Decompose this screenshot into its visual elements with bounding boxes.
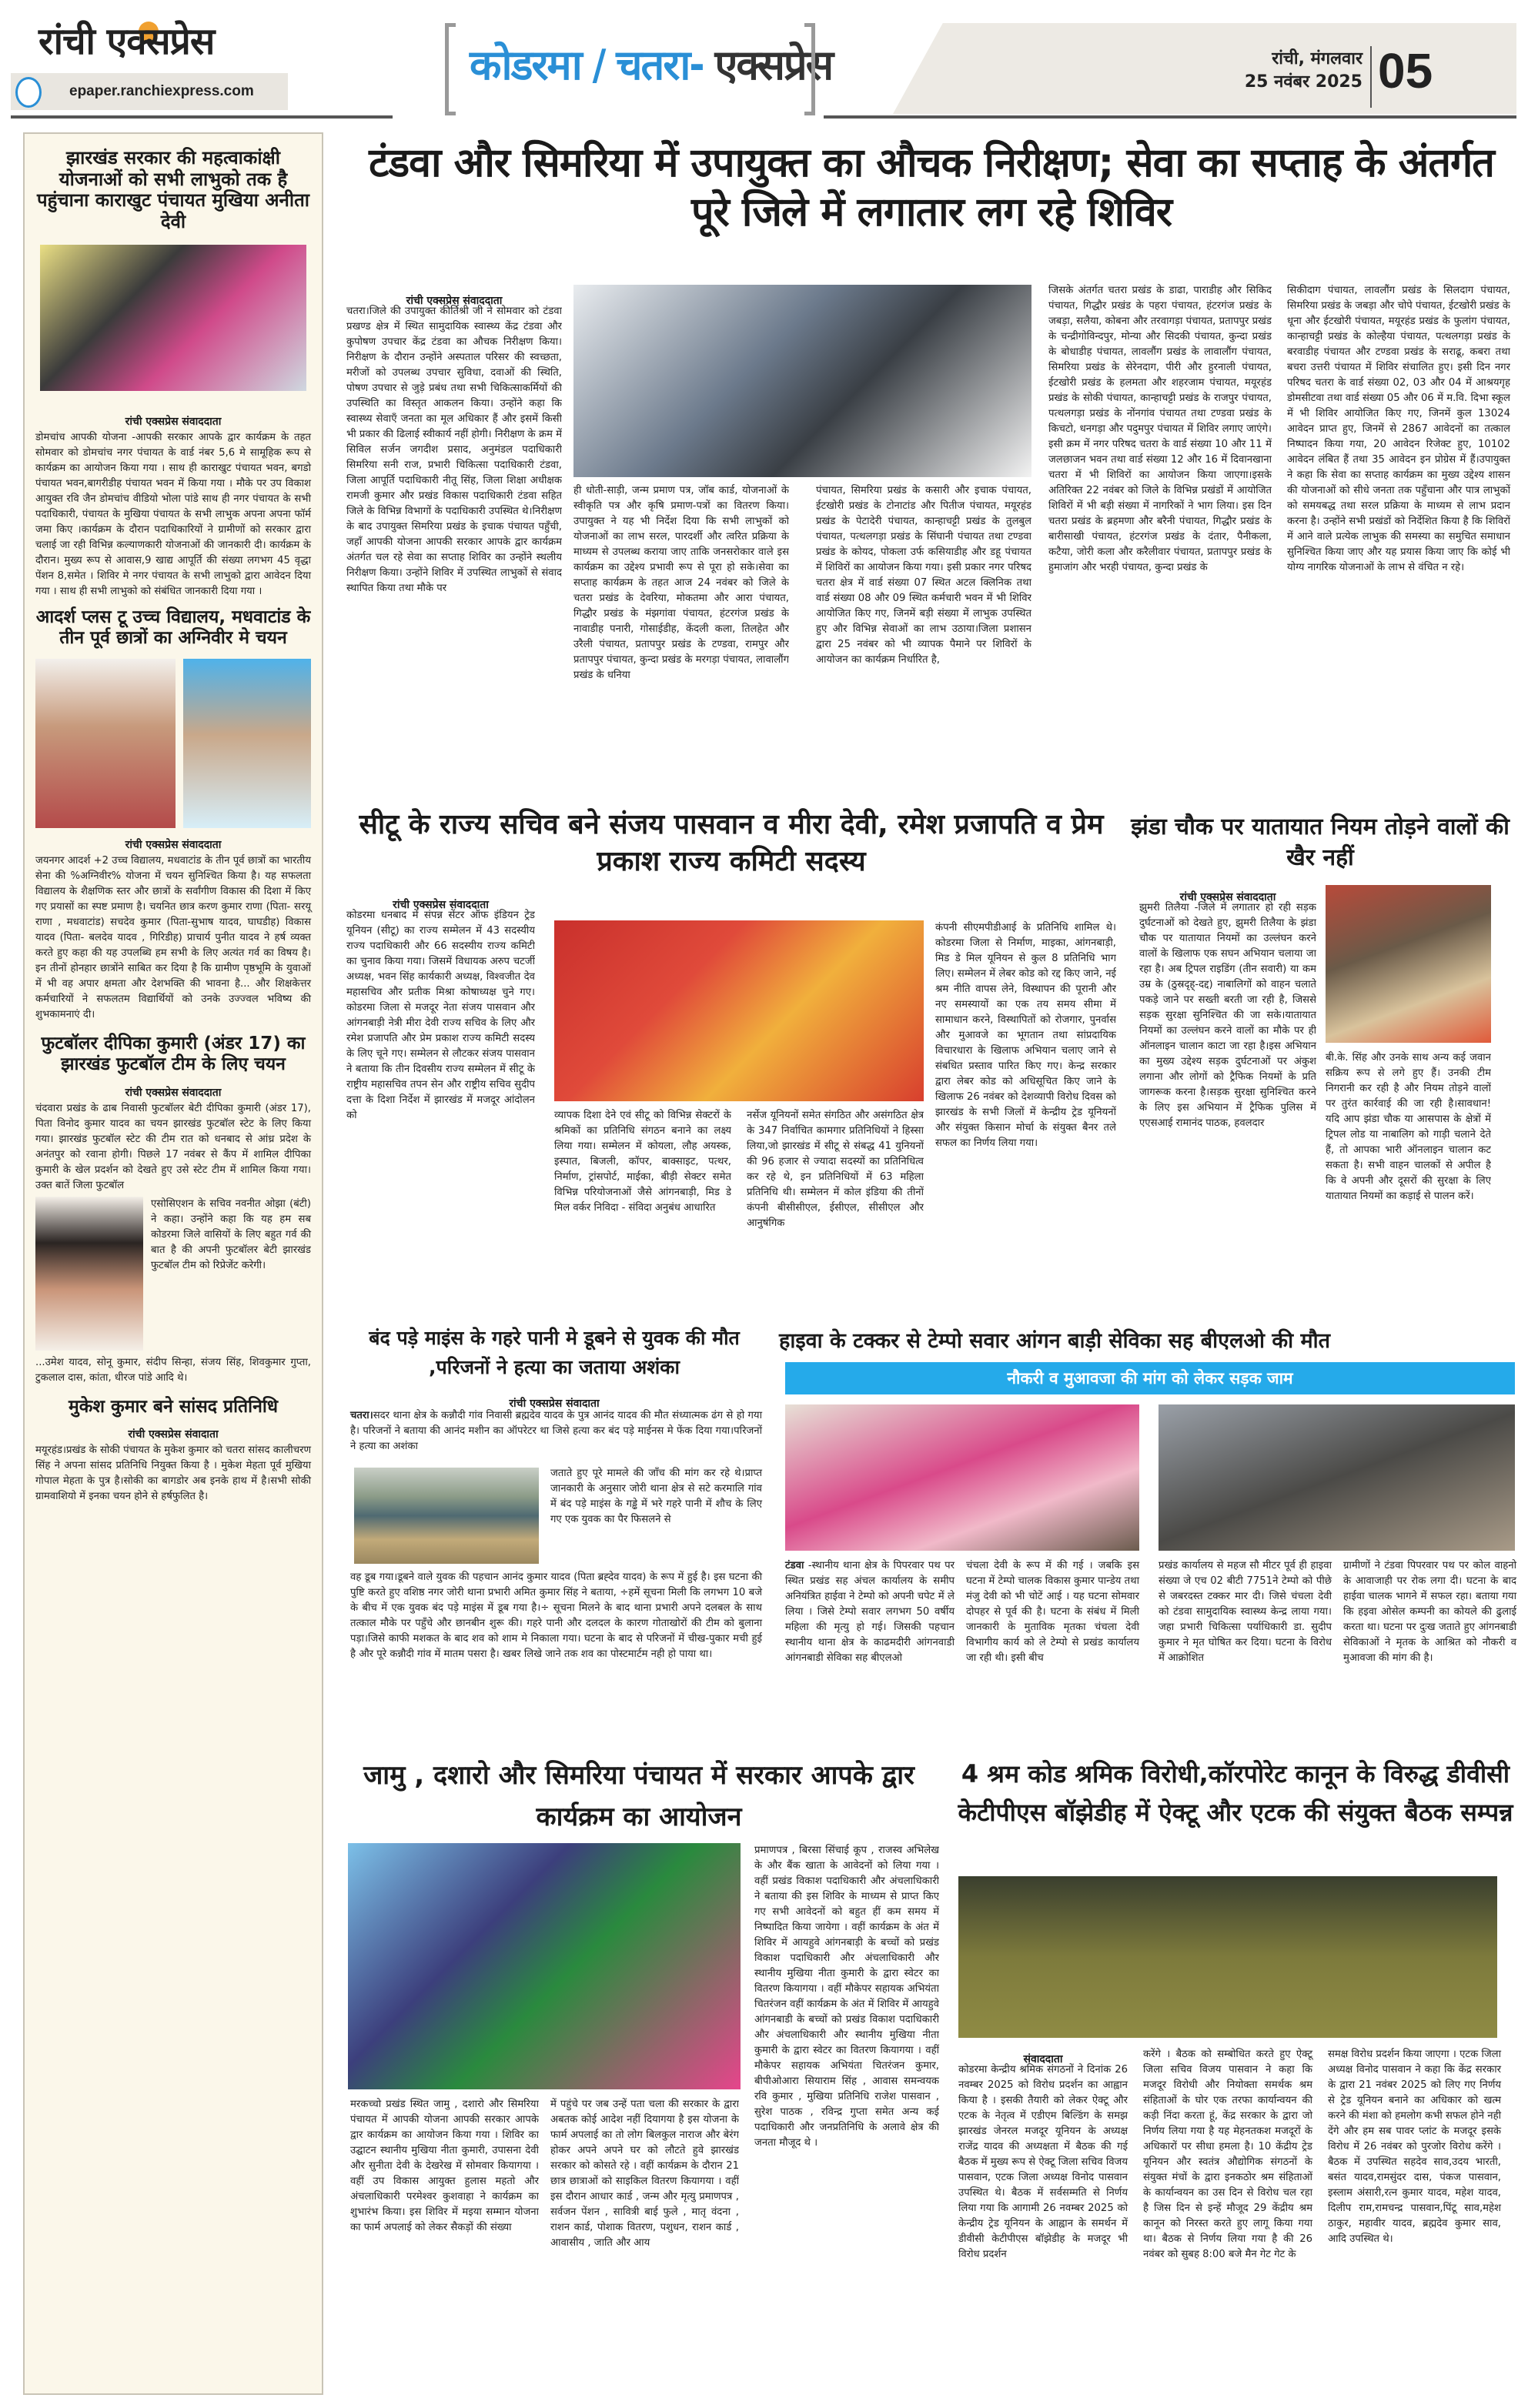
union-col-2: करेंगे । बैठक को सम्बोधित करते हुए ऐक्टू जिला सचिव विजय पासवान ने कहा कि मजदूर विरोधी और नियोक्ता समर्थक श्रम संहिताओं के घोर एक तरफा कार्यान्वयन की कड़ी निंदा करता हूं, केंद्र सरकार के द्वारा जो निर्णय लिया गया है यह मेहनतकश मजदूरों के अधिकारों पर सीधा हमला है। 10 केंद्रीय ट्रेड यूनियन और स्वतंत्र औद्योगिक संगठनों के संयुक्त मंचों के द्वारा इनकठोर श्रम संहिताओं के कार्यान्वयन का उस दिन से विरोध चल रहा है जिस दिन से इन्हें मौजूद 29 केंद्रीय श्रम कानून को निरस्त करते हुए लागू किया गया था। बैठक से निर्णय लिया गया है की 26 नवंबर को सुबह 8:00 बजे मैन गेट गेट के: [1143, 2049, 1312, 2260]
article-body: मयूरहंड।प्रखंड के सोकी पंचायत के मुकेश कुमार को चतरा सांसद कालीचरण सिंह ने अपना सांसद प्रतिनिधि नियुक्त किया है । मुकेश मेहता पूर्व मुखिया गोपाल मेहता के पुत्र है।सोकी का बागडोर अब इनके हाथ में है।सभी सोकी ग्रामवाशियो में इनका चयन होने से हर्षफुलित है।: [35, 1444, 311, 1502]
citu-col-2: व्यापक दिशा देने एवं सीटू को विभिन्न सेक्टरों के श्रमिकों का प्रतिनिधि संगठन बनाने का लक्ष्य लिया गया। सम्मेलन में कोयला, लौह अयस्क, इस्पात, बिजली, कॉपर, बाक्साइट, पत्थर, निर्माण, ट्रांसपोर्ट, माईका, बीड़ी सेक्टर समेत विभिन्न परियोजनाओं जैसे आंगनबाड़ी, मिड डे मिल वर्कर निविदा - संविदा अनुबंध आधारित: [554, 1110, 731, 1214]
citu-headline[interactable]: सीटू के राज्य सचिव बने संजय पासवान व मीरा देवी, रमेश प्रजापति व प्रेम प्रकाश राज्य कमिटी सदस्य: [359, 809, 1104, 877]
accident-col-4: ग्रामीणों ने टंडवा पिपरवार पथ पर कोल वाहनो के आवाजाही पर रोक लगा दी। घटना के बाद हाईवा चालक भागने में सफल रहा। बताया गया कि हइवा ओसेल कम्पनी का कोयले की ढुलाई करता था। घटना पर दुःख जताते हुए आंगनबाडी सेविकाओं ने मृतक के आश्रित को नौकरी व मुआवजा की मांग की है।: [1343, 1560, 1516, 1664]
photo-row: [35, 659, 311, 828]
bracket-left: [445, 23, 456, 115]
photo-citu-conference: [554, 920, 924, 1101]
issue-date: 25 नवंबर 2025: [1244, 72, 1362, 92]
photo-student-2: [183, 659, 311, 828]
photo-inspection: [573, 285, 1031, 477]
camp-col-1: मरकच्चो प्रखंड स्थित जामु , दशारो और सिमरिया पंचायत में आपकी योजना आपकी सरकार आपके द्वार कार्यक्रम का आयोजन किया गया । शिविर का उद्घाटन स्थानीय मुखिया नीता कुमारी, उपासना देवी और सुनीता देवी के देखरेख में सोमवार कियागया । वहीं उप विकास आयुक्त हुलास महतो और अंचलाधिकारी परमेश्वर कुशवाहा ने कार्यक्रम का शुभारंभ किया। इस शिविर में मइया सम्मान योजना का फार्म अपलाई को लेकर सैकड़ों की संख्या: [350, 2099, 539, 2233]
headline[interactable]: फुटबॉलर दीपिका कुमारी (अंडर 17) का झारखंड फुटबॉल टीम के लिए चयन: [41, 1034, 306, 1074]
byline: रांची एक्सप्रेस संवादाता: [128, 1428, 219, 1441]
article-body-tail: ...उमेश यादव, सोनू कुमार, संदीप सिन्हा, संजय सिंह, शिवकुमार गुप्ता, टुकलाल दास, कांता, धीरज पांडे आदि थे।: [35, 1357, 311, 1384]
byline: रांची एक्सप्रेस संवाददाता: [125, 839, 222, 852]
photo-wrap: [35, 1197, 311, 1351]
drowning-dateline: चतरा।: [350, 1410, 373, 1421]
photo-union-meeting: [958, 1876, 1497, 2038]
photo-mine-lake: [354, 1468, 539, 1564]
sidebar-story-1: [25, 134, 322, 599]
sidebar-story-4: [25, 1386, 322, 1504]
headline[interactable]: मुकेश कुमार बने सांसद प्रतिनिधि: [68, 1397, 278, 1418]
camp-headline[interactable]: जामु , दशारो और सिमरिया पंचायत में सरकार आपके द्वार कार्यक्रम का आयोजन: [363, 1760, 914, 1832]
traffic-col-1: झुमरी तिलैया -जिले में लगातार हो रही सड़क दुर्घटनाओं को देखते हुए, झुमरी तिलैया के झंडा चौक पर यातायात नियमों का उल्लंघन करने वालों के खिलाफ एक सघन अभियान चलाया जा रहा है। अब ट्रिपल राइडिंग (तीन सवारी) या कम उम्र के (ठुस्रदृह्-दद्द) नाबालिगों को वाहन चलाते पकड़े जाने पर सख्ती बरती जा रही है, जिससे सड़क सुरक्षा सुनिश्चित की जा सके।यातायात नियमों का उल्लंघन करने वालों का मौके पर ही ऑनलाइन चालान काटा जा रहा है।इस अभियान का मुख्य उद्देश्य सड़क दुर्घटनाओं पर अंकुश लगाना और लोगों को ट्रैफिक नियमों के प्रति जागरूक करना है।सड़क सुरक्षा सुनिश्चित करने के लिए इस अभियान में ट्रैफिक पुलिस में एएसआई रामानंद पाठक, हवलदार: [1139, 902, 1316, 1129]
lead-byline: रांची एक्सप्रेस संवाददाता: [406, 295, 503, 307]
lead-col-1: चतरा।जिले की उपायुक्त कीर्तिश्री जी ने सोमवार को टंडवा प्रखण्ड क्षेत्र में स्थित सामुदायिक स्वास्थ्य केंद्र टंडवा और कुपोषण उपचार केंद्र टंडवा का औचक निरीक्षण किया। निरीक्षण के दौरान उन्होंने अस्पताल परिसर की स्वच्छता, मरीजों को उपलब्ध उपचार सुविधा, दवाओं की स्थिति, पोषण उपचार से जुड़े प्रबंध तथा सभी चिकित्साकर्मियों की उपस्थिति का विस्तृत आकलन किया। उन्होंने कहा कि स्वास्थ्य सेवाएँ जनता का मूल अधिकार हैं और इसमें किसी भी प्रकार की ढिलाई स्वीकार्य नहीं होगी। निरीक्षण के क्रम में सिविल सर्जन जगदीश प्रसाद, अनुमंडल पदाधिकारी सिमरिया सनी राज, प्रभारी चिकित्सा पदाधिकारी टंडवा, जिला आपूर्ति पदाधिकारी नीतू सिंह, जिला शिक्षा अधीक्षक रामजी कुमार और प्रखंड विकास पदाधिकारी टंडवा सहित जिले के विभिन्न विभागों के पदाधिकारी उपस्थित थे।निरीक्षण के बाद उपायुक्त सिमरिया प्रखंड के इचाक पंचायत पहुँची, जहाँ आपकी योजना आपकी सरकार आपके द्वार कार्यक्रम अंतर्गत चल रहे सेवा का सप्ताह शिविर का उन्होंने स्थलीय निरीक्षण किया। उन्होंने शिविर में उपस्थित लाभुकों से संवाद स्थापित किया तथा मौके पर: [346, 306, 562, 594]
section-title: [470, 35, 832, 92]
drowning-byline: रांची एक्सप्रेस संवादाता: [509, 1398, 600, 1410]
article-body: जयनगर आदर्श +2 उच्च विद्यालय, मधवाटांड के तीन पूर्व छात्रों का भारतीय सेना की %अग्निवीर% योजना में चयन सुनिश्चित किया है। यह सफलता विद्यालय के शैक्षणिक स्तर और छात्रों के सर्वांगीण विकास की दिशा में किए गए प्रयासों का स्पष्ट प्रमाण है। चयनित छात्र करण कुमार राणा (पिता- सरयू राणा , मधवाटांड) सचदेव कुमार (पिता-सुभाष यादव, घाघडीह) विकास यादव (पिता- बलदेव यादव , गिरिडीह) प्राचार्य पुनीत यादव ने हर्ष व्यक्त करते हुए कहा की यह उपलब्धि हम सभी के लिए अत्यंत गर्व का विषय है। इन तीनों होनहार छात्रोंने साबित कर दिया है कि ग्रामीण पृष्ठभूमि के युवाओं में भी वह अपार क्षमता और देशभक्ति की भावना है... और शिक्षकेत्तर कर्मचारियों ने सफलतम विद्यार्थियों को उनके उज्ज्वल भविष्य की शुभकामनाएं दी।: [35, 855, 311, 1021]
masthead-rule-right: [824, 115, 1516, 119]
photo-footballer: [35, 1197, 143, 1351]
headline[interactable]: झारखंड सरकार की महत्वाकांक्षी योजनाओं को सभी लाभुको तक है पहुंचाना काराखुट पंचायत मुखिया अनीता देवी: [37, 147, 309, 232]
photo-lamp-lighting: [40, 245, 306, 391]
article-body-wrap: एसोसिएशन के सचिव नवनीत ओझा (बंटी) ने कहा। उन्होंने कहा कि यह हम सब कोडरमा जिले वासियों के लिए बहुत गर्व की बात है की अपनी फुटबॉलर बेटी झारखंड फुटबॉल टीम को रिप्रेजेंट करेगी।: [151, 1198, 311, 1272]
article-body: चंदवारा प्रखंड के ढाब निवासी फुटबॉलर बेटी दीपिका कुमारी (अंडर 17), पिता विनोद कुमार यादव का चयन झारखंड फुटबॉल स्टेट के लिए किया गया। झारखंड फुटबॉल स्टेट की टीम रात को धनबाद से आंध्र प्रदेश के अनंतपुर को रवाना होगी। पिछले 17 नवंबर से कैंप में शामिल दीपिका कुमारी के खेल प्रदर्शन को देखते हुए उसे स्टेट टीम में शामिल किया गया। उक्त बातें जिला फुटबॉल: [35, 1103, 311, 1192]
date-separator: [1370, 46, 1372, 108]
lead-col-5: सिकीदाग पंचायत, लावलौंग प्रखंड के सिलदाग पंचायत, सिमरिया प्रखंड के जबड़ा और चोपे पंचायत, ईटखोरी प्रखंड के धूना और ईटखोरी पंचायत, मयूरहंड प्रखंड के फुलांग पंचायत, कान्हाचट्टी प्रखंड के कोल्हैया पंचायत, पत्थलगड़ा प्रखंड के बरवाडीह पंचायत और टण्डवा प्रखंड के सराढू, कबरा तथा बचरा उत्तरी पंचायत में शिविर संचालित हुए। इसी दिन नगर परिषद चतरा के वार्ड संख्या 02, 03 और 04 में आश्रयगृह डोमसीटवा तथा वार्ड संख्या 05 और 06 में म.वि. दिभा स्कूल में भी शिविर आयोजित किए गए, जिनमें कुल 13024 आवेदन प्राप्त हुए, जिनमें से 2867 आवेदनों का तत्काल निष्पादन किया गया, 20 आवेदन रिजेक्ट हुए, 10102 आवेदन लंबित हैं तथा 35 आवेदन इन प्रोग्रेस में हैं।उपायुक्त ने कहा कि सेवा का सप्ताह कार्यक्रम का मुख्य उद्देश्य शासन की योजनाओं को सीधे जनता तक पहुँचाना और पात्र लाभुकों को समयबद्ध तथा सरल प्रक्रिया के माध्यम से लाभ प्रदान करना है। उन्होंने सभी प्रखंडों को निर्देशित किया है कि शिविरों में आने वाले प्रत्येक लाभुक की समस्या का समुचित समाधान सुनिश्चित किया जाए और यह प्रयास किया जाए कि कोई भी योग्य नागरिक योजनाओं के लाभ से वंचित न रहे।: [1287, 285, 1510, 573]
masthead: [0, 0, 1528, 123]
accident-dateline: टंडवा: [785, 1560, 804, 1571]
union-byline: संवाददाता: [1023, 2053, 1063, 2066]
accident-col-2: चंचला देवी के रूप में की गई । जबकि इस घटना में टेम्पो चालक विकास कुमार पान्डेय तथा मंजु देवी को भी चोटें आई । यह घटना सोमवार दोपहर से पूर्व की है। घटना के संबंध में मिली जानकारी के मुताविक मृतका चंचला देवी विभागीय कार्य को ले टेम्पो से प्रखंड कार्यालय जा रही थी। इसी बीच: [966, 1560, 1139, 1664]
accident-subhead-banner: नौकरी व मुआवजा की मांग को लेकर सड़क जाम: [785, 1362, 1515, 1394]
hand-touch-icon: [15, 77, 42, 108]
citu-col-4: कंपनी सीएमपीडीआई के प्रतिनिधि शामिल थे। कोडरमा जिला से निर्माण, माइका, आंगनबाड़ी, मिड डे मिल यूनियन से कुल 8 प्रतिनिधि भाग लिए। सम्मेलन में लेबर कोड को रद्द किए जाने, नई श्रम नीति वापस लेने, विस्थापन की पूरानी और नए समस्यायों का एक तय समय सीमा में सामाधान करने, विस्थापितों को रोजगार, पुनर्वास और मुआवजे का भूगतान तथा सांप्रदायिक विचारधारा के खिलाफ अभियान चलाए जाने से संबधित प्रस्ताव पारित किए गए। केन्द्र सरकार द्वारा लेबर कोड को अधिसूचित किए जाने के खिलाफ 26 नवंबर को देशव्यापी विरोध दिवस को झारखंड के सभी जिलों में केन्द्रीय ट्रेड यूनियनों और संयुक्त किसान मोर्चा के संयुक्त बैनर तले सफल का निर्णय लिया गया।: [935, 922, 1116, 1149]
page-number: 05: [1378, 43, 1433, 99]
drowning-body-wrap: जताते हुए पूरे मामले की जाँच की मांग कर रहे थे।प्राप्त जानकारी के अनुसार जोरी थाना क्षेत्र से सटे करमालि गांव में बंद पड़े माइंस के गड्ढे में भरे गहरे पानी में शौच के लिए गए एक युवक का पैर फिसलने से: [550, 1468, 762, 1525]
lead-col-2: ही धोती-साड़ी, जन्म प्रमाण पत्र, जॉब कार्ड, योजनाओं के स्वीकृति पत्र और कृषि प्रमाण-पत्रों का वितरण किया। उपायुक्त ने यह भी निर्देश दिया कि सभी लाभुकों को योजनाओं का लाभ सरल, पारदर्शी और त्वरित प्रक्रिया के माध्यम से उपलब्ध कराया जाए ताकि जनसरोकार वाले इस कार्यक्रम का उद्देश्य प्रभावी रूप से पूरा हो सके।सेवा का सप्ताह कार्यक्रम के तहत आज 24 नवंबर को जिले के चतरा प्रखंड के देवरिया, मोकतमा और आरा पंचायत, गिद्धौर प्रखंड के मंझगांवा पंचायत, हंटरगंज प्रखंड के नावाडीह पनारी, गोसाईडीह, केंदली कला, तिलहेत और उरैली पंचायत, प्रतापपुर प्रखंड के टण्डवा, रामपुर और प्रतापपुर पंचायत, कुन्दा प्रखंड के मरगड़ा पंचायत, लावालौंग प्रखंड के धनिया: [573, 485, 789, 681]
byline: रांची एक्सप्रेस संवाददाता: [125, 1087, 222, 1100]
citu-col-1: कोडरमा धनबाद में संपन्न सेंटर ऑफ इंडियन ट्रेड यूनियन (सीटू) का राज्य सम्मेलन में 43 सदस्यीय राज्य पदाधिकारी और 66 सदस्यीय राज्य कमिटी का चुनाव किया गया। जिसमें विधायक अरुप चटर्जी अध्यक्ष, भवन सिंह कार्यकारी अध्यक्ष, विश्वजीत देव महासचिव और प्रतीक मिश्रा कोषाध्यक्ष चुने गए। कोडरमा जिला से मजदूर नेता संजय पासवान और आंगनबाड़ी नेत्री मीरा देवी राज्य सचिव के लिए और रमेश प्रजापति और प्रेम प्रकाश राज्य कमिटी सदस्य के लिए चूने गए। सम्मेलन से लौटकर संजय पासवान ने बताया कि तीन दिवसीय राज्य सम्मेलन में सीटू के राष्ट्रीय महासचिव तपन सेन और राष्ट्रीय सचिव सुदीप दत्ता के दिशा निर्देश में झारखंड में मजदूर आंदोलन को: [346, 910, 535, 1121]
lead-headline[interactable]: टंडवा और सिमरिया में उपायुक्त का औचक निरीक्षण; सेवा का सप्ताह के अंतर्गत पूरे जिले में लगातार लग रहे शिविर: [369, 140, 1494, 235]
union-col-1: कोडरमा केन्द्रीय श्रमिक संगठनों ने दिनांक 26 नवम्बर 2025 को विरोध प्रदर्शन का आह्वान किया है । इसकी तैयारी को लेकर ऐक्टू और एटक के नेतृत्व में एडीएम बिल्डिंग के समझ झारखंड जेनरल मजदूर यूनियन के अध्यक्ष राजेंद्र यादव की अध्यक्षता में बैठक की गई बैठक में मुख्य रूप से ऐक्टू जिला सचिव विजय पासवान, एटक जिला अध्यक्ष विनोद पासवान उपस्थित थे। बैठक में सर्वसम्मति से निर्णय लिया गया कि आगामी 26 नवम्बर 2025 को केन्द्रीय ट्रेड यूनियन के आह्वान के समर्थन में डीवीसी केटीपीएस बॉझेडीह के मजदूर भी विरोध प्रदर्शन: [958, 2064, 1128, 2260]
headline[interactable]: आदर्श प्लस टू उच्च विद्यालय, मधवाटांड के तीन पूर्व छात्रों का अग्निवीर मे चयन: [35, 607, 311, 648]
accident-col-3: प्रखंड कार्यालय से महज सौ मीटर पूर्व ही हाइवा संख्या जे एच 02 बीटी 7751ने टेम्पो को पीछे से जबरदस्त टक्कर मार दी। जिसे चंचला देवी को टंडवा सामुदायिक स्वास्थ्य केन्द्र लाया गया। जहा प्रभारी चिकित्सा पर्याधिकारी डा. सुदीप कुमार ने मृत घोषित कर दिया। घटना के विरोध में आक्रोशित: [1159, 1560, 1332, 1664]
city-day: रांची, मंगलवार: [1272, 49, 1362, 68]
drowning-body-bottom: वह डूब गया।डूबने वाले युवक की पहचान आनंद कुमार यादव (पिता ब्रह्देव यादव) के रूप में हुई है। इस घटना की पुष्टि करते हुए वशिष्ठ नगर जोरी थाना प्रभारी अमित कुमार सिंह ने बताया, ÷हमें सूचना मिली कि लगभग 10 बजे के बीच में एक युवक बंद पड़े माइंस में डूब गया है।÷ सूचना मिलने के बाद थाना प्रभारी अपने दलबल के साथ तत्काल मौके पर पहुँचे और छानबीन शुरू की। गहरे पानी और दलदल के कारण गोताखोरों की टीम को बुलाना पड़ा।जिसे काफी मशकत के बाद शव को शाम मे निकाला गया। घटना के बाद से परिजनों में चीख-पुकार मची हुई है और पूरे कन्नौदी गांव में मातम पसरा है। खबर लिखे जाने तक शव का पोस्टमार्टम नही हो पाया था।: [350, 1571, 762, 1660]
traffic-col-2: बी.के. सिंह और उनके साथ अन्य कई जवान सक्रिय रूप से लगे हुए हैं। उनकी टीम निगरानी कर रही है और नियम तोड़ने वालों पर तुरंत कार्रवाई की जा रही है।सावधान! यदि आप झंडा चौक या आसपास के क्षेत्रों में ट्रिपल लोड या नाबालिग को गाड़ी चलाने देते हैं, तो आपका भारी ऑनलाइन चालान कट सकता है। सभी वाहन चालकों से अपील है कि वे अपनी और दूसरों की सुरक्षा के लिए यातायात नियमों का कड़ाई से पालन करें।: [1326, 1052, 1491, 1202]
union-col-3: समक्ष विरोध प्रदर्शन किया जाएगा । एटक जिला अध्यक्ष विनोद पासवान ने कहा कि केंद्र सरकार के द्वारा 21 नवंबर 2025 को लिए गए निर्णय से ट्रेड यूनियन बनाने का अधिकार को खत्म करने की मंशा को हमलोग कभी सफल होने नही देंगे और हम सब पावर प्लांट के मजदूर इसके विरोध में 26 नवंबर को पुरजोर विरोध करेंगे । बैठक में उपस्थित सहदेव साव,उदय भारती, बसंत यादव,रामसुंदर दास, पंकज पासवान, इस्लाम अंसारी,रत्न कुमार यादव, महेश यादव, दिलीप राम,रामचन्द्र पासवान,पिंटू साव,महेश ठाकुर, महावीर यादव, ब्रह्मदेव कुमार साव, आदि उपस्थित थे।: [1328, 2049, 1501, 2245]
sidebar-story-2: [25, 599, 322, 1023]
section-title-region: कोडरमा / चतरा-: [470, 41, 704, 89]
drowning-body-top: चतरा।सदर थाना क्षेत्र के कन्नौदी गांव निवासी ब्रह्मदेव यादव के पुत्र आनंद यादव की मौत संध्यात्मक ढंग से हो गया है। परिजनों ने बताया की आनंद मशीन का ऑपरेटर था जिसे हत्या कर बंद पड़े माईनस मे फेंक दिया गया।परिजनों ने हत्या का अशंका: [350, 1410, 762, 1452]
lead-col-4: जिसके अंतर्गत चतरा प्रखंड के डाढा, पाराडीह और सिकिद पंचायत, गिद्धौर प्रखंड के पहरा पंचायत, हंटरगंज प्रखंड के जबड़ा, सलैया, कोबना और तरवागड़ा पंचायत, प्रतापपुर प्रखंड के चन्द्रीगोविन्दपुर, मोन्या और सिदकी पंचायत, कुन्दा प्रखंड के बोधाडीह पंचायत, लावलौंग प्रखंड के लावालौंग पंचायत, सिमरिया प्रखंड के सेरेनदाग, पीरी और हुरनाली पंचायत, ईटखोरी प्रखंड के हलमता और शहरजाम पंचायत, मयूरहंड प्रखंड के सोकी पंचायत, कान्हाचट्टी प्रखंड के राजपुर पंचायत, पत्थलगड़ा प्रखंड के नोंनगांव पंचायत तथा टण्डवा प्रखंड के किचटो, धनगड़ा और पदुमपुर पंचायत में शिविर लगाए जाएंगे। इसी क्रम में नगर परिषद चतरा के वार्ड संख्या 10 और 11 में जलछाजन भवन तथा वार्ड संख्या 12 और 16 में दिवानखाना चतरा में भी शिविरों का आयोजन किया जाएगा।इसके अतिरिक्त 22 नवंबर को जिले के विभिन्न प्रखंडों में आयोजित शिविरों में भी बड़ी संख्या में नागरिकों ने भाग लिया। इस दिन चतरा प्रखंड के ब्रहमणा और बरैनी पंचायत, गिद्धौर प्रखंड के बारीसाखी पंचायत, हंटरगंज प्रखंड के दंतार, पैनीकला, कटैया, जोरी कला और करैलीवार पंचायत, प्रतापपुर प्रखंड के हुमाजांग और भरही पंचायत, कुन्दा प्रखंड के: [1048, 285, 1272, 573]
accident-col-1: टंडवा -स्थानीय थाना क्षेत्र के पिपरवार पथ पर स्थित प्रखंड सह अंचल कार्यालय के समीप अनियंत्रित हाईवा ने टेम्पो को अपनी चपेट में ले लिया । जिसे टेम्पो सवार लगभग 50 वर्षीय महिला की मृत्यु हो गई। जिसकी पहचान स्थानीय थाना क्षेत्र के काढमदीरी आंगनवाडी आंगनबाडी सेविका सह बीएलओ: [785, 1560, 955, 1664]
newspaper-logo[interactable]: रांची एक्सप्रेस: [38, 20, 215, 63]
bracket-right: [804, 23, 815, 115]
epaper-url-link[interactable]: epaper.ranchiexpress.com: [69, 83, 254, 99]
article-body: डोमचांच आपकी योजना -आपकी सरकार आपके द्वार कार्यक्रम के तहत सोमवार को डोमचांच नगर पंचायत के वार्ड नंबर 5,6 मे सामूहिक रूप से कार्यक्रम का आयोजन किया गया । साथ ही काराखुट पंचायत भवन, बगडो पंचायत भवन,बागरीडीह पंचायत भवन में किया गया । मौके पर उप विकाश आयुक्त रवि जैन डोमचांच वीडियो भोला पांडे साथ ही नगर पंचायत के सभी पदाधिकारी, पंचायत के मुखिया पंचायत के सभी लाभुक अपना अपना फॉर्म जमा किए ।कार्यक्रम के दौरान पदाधिकारियों ने ग्रामीणों को सरकार द्वारा चलाई जा रही विभिन्न कल्याणकारी योजनाओं की जानकारी दी। कार्यक्रम के दौरान। मुख्य रूप से आवास,9 खाद्य आपूर्ति की संख्या लगभग 45 वृद्धा पेंशन 8,समेत । शिविर मे नगर पंचायत के सभी लाभुको द्वारा आवेदन दिया गया । साथ ही सभी लाभुको को संबंधित जानकारी दिया गया ।: [35, 432, 311, 598]
photo-traffic-police: [1326, 885, 1491, 1043]
accident-headline[interactable]: हाइवा के टक्कर से टेम्पो सवार आंगन बाड़ी सेविका सह बीएलओ की मौत: [779, 1329, 1331, 1353]
lead-col-3: पंचायत, सिमरिया प्रखंड के कसारी और इचाक पंचायत, ईटखोरी प्रखंड के टोनाटांड और पितीज पंचायत, मयूरहंड प्रखंड के पेटादेरी पंचायत, कान्हाचट्टी प्रखंड के तुलबुल पंचायत, पत्थलगड़ा प्रखंड के सिंघानी पंचायत तथा टण्डवा प्रखंड के कोयद, पोकला उर्फ कसियाडीह और डहू पंचायत में शिविरों का आयोजन किया गया। इसी प्रकार नगर परिषद चतरा क्षेत्र में वार्ड संख्या 07 स्थित अटल क्लिनिक तथा वार्ड संख्या 08 और 09 स्थित कर्मचारी भवन में भी शिविर आयोजित किए गए, जिनमें बड़ी संख्या में लाभुक उपस्थित हुए और विभिन्न सेवाओं का लाभ उठाया।जिला प्रशासन द्वारा 25 नवंबर को भी व्यापक पैमाने पर शिविरों के आयोजन का कार्यक्रम निर्धारित है,: [816, 485, 1031, 666]
section-title-brand: एक्सप्रेस: [714, 41, 833, 89]
traffic-headline[interactable]: झंडा चौक पर यातायात नियम तोड़ने वालों की खैर नहीं: [1131, 813, 1510, 871]
sidebar-story-3: [25, 1023, 322, 1386]
union-headline[interactable]: 4 श्रम कोड श्रमिक विरोधी,कॉरपोरेट कानून के विरुद्ध डीवीसी केटीपीएस बॉझेडीह में ऐक्टू और एटक की संयुक्त बैठक सम्पन्न: [958, 1759, 1513, 1827]
photo-road-blockade: [1159, 1404, 1515, 1551]
photo-student-1: [35, 659, 176, 828]
photo-camp-certificates: [348, 1843, 741, 2089]
byline: रांची एक्सप्रेस संवाददाता: [125, 416, 222, 429]
masthead-rule-left: [11, 115, 393, 119]
sidebar-column: [23, 132, 323, 2395]
drowning-headline[interactable]: बंद पड़े माइंस के गहरे पानी मे डूबने से युवक की मौत ,परिजनों ने हत्या का जताया अशंका: [369, 1327, 740, 1378]
photo-anganwadi-workers: [785, 1404, 1139, 1551]
traffic-byline: रांची एक्सप्रेस संवाददाता: [1179, 891, 1276, 903]
camp-col-2: में पहुंचे पर जब उन्हें पता चला की सरकार के द्वारा अबतक कोई आदेश नहीं दियागया है इस योजना के फार्म अपलाई का तो लोग बिलकुल नाराज और बेरंग होकर अपने अपने घर को लौटते हुवे झारखंड सरकार को कोसते रहे । वहीं कार्यक्रम के दौरान 21 छात्र छात्राओं को साइकिल वितरण कियागया । वहीं इस दौरान आधार कार्ड , जन्म और मृत्यु प्रमाणपत्र , सर्वजन पेंशन , सावित्री बाई फुले , मातृ वंदना , राशन कार्ड, पोशाक वितरण, पशुधन, राशन कार्ड , आवासीय , जाति और आय: [550, 2099, 739, 2249]
citu-byline: रांची एक्सप्रेस संवाददाता: [393, 899, 489, 911]
camp-col-right: प्रमाणपत्र , बिरसा सिंचाई कूप , राजस्व अभिलेख के और बैंक खाता के आवेदनों को लिया गया । वहीं प्रखंड विकाश पदाधिकारी और अंचलाधिकारी ने बताया की इस शिविर के माध्यम से प्राप्त किए गए सभी आवेदनों को बहुत हीं कम समय में निष्पादित किया जायेगा । वहीं कार्यक्रम के अंत में शिविर में आयहुवे आंगनबाड़ी के बच्चों को प्रखंड विकाश पदाधिकारी और अंचलाधिकारी और स्थानीय मुखिया नीता कुमारी के द्वारा स्वेटर का वितरण कियागया । वहीं मौकेपर सहायक अभियंता चितरंजन वहीं कार्यक्रम के अंत में शिविर में आयहुवे आंगनबाडी के बच्चों को प्रखंड विकाश पदाधिकारी और अंचलाधिकारी और स्थानीय मुखिया नीता कुमारी के द्वारा स्वेटर का वितरण कियागया । वहीं मौकेपर सहायक अभियंता चितरंजन कुमार, बीपीओआरा सियाराम सिंह , आवास समन्वयक रवि कुमार , मुखिया प्रतिनिधि राजेश पासवान , सुरेश पाठक , रविन्द्र गुप्ता समेत अन्य कई पदाधिकारी और जनप्रतिनिधि के अलावे क्षेत्र की जनता मौजूद थे ।: [754, 1845, 939, 2149]
citu-col-3: नर्सेज यूनियनों समेत संगठित और असंगठित क्षेत्र के 347 निर्वाचित कामगार प्रतिनिधियों ने हिस्सा लिया,जो झारखंड में सीटू से संबद्ध 41 युनियनों की 96 हजार से ज्यादा सदस्यों का प्रतिनिधित्व कर रहे थे, इन प्रतिनिधियों में 63 महिला प्रतिनिधि थी। सम्मेलन में कोल इंडिया की तीनों कंपनी बीसीसीएल, ईसीएल, सीसीएल और आनुषंगिक: [747, 1110, 924, 1229]
dateline: [1201, 48, 1362, 94]
